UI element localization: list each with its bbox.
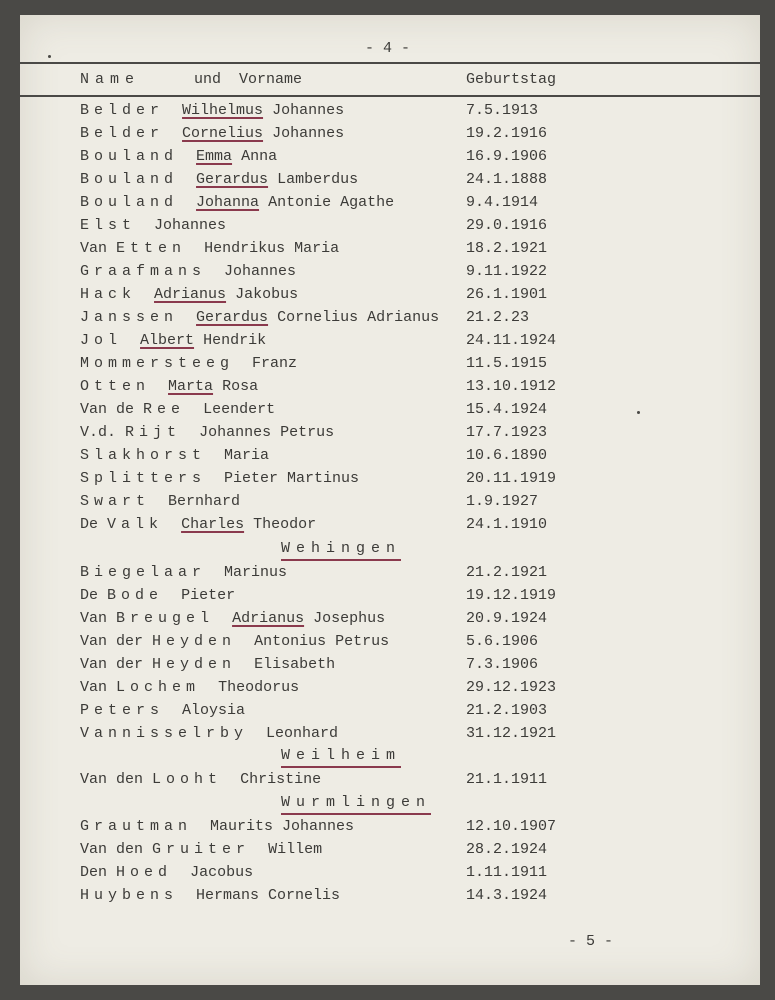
surname: Bouland	[80, 171, 179, 188]
surname: Hoed	[116, 864, 173, 881]
name-prefix: Van	[80, 240, 108, 257]
birth-date: 21.1.1911	[466, 771, 548, 788]
given-names: Maurits Johannes	[210, 818, 355, 835]
surname: Belder	[80, 125, 165, 142]
given-names: Jakobus	[235, 286, 299, 303]
first-name-underlined: Gerardus	[196, 309, 269, 326]
given-names: Jacobus	[190, 864, 254, 881]
given-names: Cornelius Adrianus	[277, 309, 440, 326]
birth-date: 21.2.23	[466, 309, 530, 326]
name-prefix: Van der	[80, 633, 144, 650]
given-names: Anna	[241, 148, 278, 165]
person-name	[80, 887, 340, 905]
birth-date: 16.9.1906	[466, 148, 548, 165]
surname: Rijt	[125, 424, 182, 441]
birth-date: 21.2.1903	[466, 702, 548, 719]
surname: Breugel	[116, 610, 215, 627]
given-names: Leonhard	[266, 725, 339, 742]
person-name	[80, 587, 235, 605]
birth-date: 13.10.1912	[466, 378, 557, 395]
first-name-underlined: Marta	[168, 378, 214, 395]
given-names: Rosa	[222, 378, 259, 395]
birth-date: 24.1.1888	[466, 171, 548, 188]
birth-date: 19.12.1919	[466, 587, 557, 604]
person-name	[80, 610, 385, 628]
surname: Ree	[143, 401, 186, 418]
person-name	[80, 841, 322, 859]
surname: Otten	[80, 378, 151, 395]
birth-date: 9.4.1914	[466, 194, 539, 211]
birth-date: 24.1.1910	[466, 516, 548, 533]
first-name-underlined: Adrianus	[232, 610, 305, 627]
surname: Mommersteeg	[80, 355, 235, 372]
surname: Hack	[80, 286, 137, 303]
surname: Bouland	[80, 194, 179, 211]
first-name-underlined: Emma	[196, 148, 233, 165]
surname: Splitters	[80, 470, 207, 487]
given-names: Elisabeth	[254, 656, 336, 673]
birth-date: 17.7.1923	[466, 424, 548, 441]
person-name	[80, 447, 269, 465]
surname: Heyden	[152, 656, 237, 673]
given-names: Hermans Cornelis	[196, 887, 341, 904]
surname: Heyden	[152, 633, 237, 650]
birth-date: 29.12.1923	[466, 679, 557, 696]
birth-date: 7.5.1913	[466, 102, 539, 119]
person-name	[80, 493, 240, 511]
given-names: Johannes	[224, 263, 297, 280]
first-name-underlined: Albert	[140, 332, 195, 349]
first-name-underlined: Cornelius	[182, 125, 264, 142]
person-name	[80, 725, 338, 743]
given-names: Marinus	[224, 564, 288, 581]
surname: Jol	[80, 332, 123, 349]
birth-date: 20.11.1919	[466, 470, 557, 487]
name-prefix: Van den	[80, 771, 144, 788]
person-name	[80, 771, 321, 789]
given-names: Antonius Petrus	[254, 633, 390, 650]
first-name-underlined: Johanna	[196, 194, 260, 211]
name-prefix: De	[80, 587, 99, 604]
given-names: Theodorus	[218, 679, 300, 696]
first-name-underlined: Adrianus	[154, 286, 227, 303]
surname: Slakhorst	[80, 447, 207, 464]
first-name-underlined: Gerardus	[196, 171, 269, 188]
given-names: Johannes	[272, 125, 345, 142]
surname: Etten	[116, 240, 187, 257]
person-name	[80, 355, 297, 373]
surname: Grautman	[80, 818, 193, 835]
first-name-underlined: Charles	[181, 516, 245, 533]
person-name	[80, 424, 334, 442]
name-prefix: Den	[80, 864, 108, 881]
person-name	[80, 309, 439, 327]
birth-date: 21.2.1921	[466, 564, 548, 581]
surname: Graafmans	[80, 263, 207, 280]
name-prefix: De	[80, 516, 99, 533]
name-prefix: V.d.	[80, 424, 117, 441]
person-name	[80, 633, 389, 651]
person-name	[80, 378, 258, 396]
birth-date: 28.2.1924	[466, 841, 548, 858]
paper-speck	[637, 411, 640, 414]
given-names: Lamberdus	[277, 171, 359, 188]
given-names: Antonie Agathe	[268, 194, 395, 211]
person-name	[80, 102, 344, 120]
person-name	[80, 864, 253, 882]
given-names: Leendert	[203, 401, 276, 418]
given-names: Pieter	[181, 587, 236, 604]
birth-date: 24.11.1924	[466, 332, 557, 349]
given-names: Theodor	[253, 516, 317, 533]
page-number-bottom: - 5 -	[568, 933, 614, 950]
first-name-underlined: Wilhelmus	[182, 102, 264, 119]
birth-date: 1.11.1911	[466, 864, 548, 881]
person-name	[80, 516, 316, 534]
person-name	[80, 194, 394, 212]
birth-date: 31.12.1921	[466, 725, 557, 742]
given-names: Hendrikus Maria	[204, 240, 340, 257]
given-names: Willem	[268, 841, 323, 858]
surname: Janssen	[80, 309, 179, 326]
page-number-top: - 4 -	[365, 40, 411, 57]
surname: Looht	[152, 771, 223, 788]
given-names: Maria	[224, 447, 270, 464]
given-names: Johannes	[154, 217, 227, 234]
header-rule-bottom	[20, 95, 760, 97]
birth-date: 11.5.1915	[466, 355, 548, 372]
name-prefix: Van den	[80, 841, 144, 858]
birth-date: 15.4.1924	[466, 401, 548, 418]
surname: Swart	[80, 493, 151, 510]
surname: Lochem	[116, 679, 201, 696]
birth-date: 10.6.1890	[466, 447, 548, 464]
surname: Peters	[80, 702, 165, 719]
name-prefix: Van	[80, 610, 108, 627]
birth-date: 9.11.1922	[466, 263, 548, 280]
person-name	[80, 564, 287, 582]
birth-date: 7.3.1906	[466, 656, 539, 673]
person-name	[80, 470, 359, 488]
person-name	[80, 332, 266, 350]
person-name	[80, 286, 298, 304]
given-names: Franz	[252, 355, 298, 372]
birth-date: 14.3.1924	[466, 887, 548, 904]
given-names: Hendrik	[203, 332, 267, 349]
surname: Biegelaar	[80, 564, 207, 581]
person-name	[80, 240, 339, 258]
document-page	[20, 15, 760, 985]
header-name: Name	[80, 71, 141, 88]
given-names: Josephus	[313, 610, 386, 627]
given-names: Pieter Martinus	[224, 470, 360, 487]
person-name	[80, 702, 245, 720]
name-prefix: Van	[80, 679, 108, 696]
person-name	[80, 656, 335, 674]
surname: Valk	[107, 516, 164, 533]
name-prefix: Van de	[80, 401, 135, 418]
header-und-vorname: und Vorname	[194, 71, 303, 88]
birth-date: 19.2.1916	[466, 125, 548, 142]
surname: Gruiter	[152, 841, 251, 858]
surname: Vannisselrby	[80, 725, 249, 742]
birth-date: 20.9.1924	[466, 610, 548, 627]
person-name	[80, 818, 354, 836]
person-name	[80, 217, 226, 235]
surname: Bode	[107, 587, 164, 604]
given-names: Johannes	[272, 102, 345, 119]
header-rule-top	[20, 62, 760, 64]
section-title-wurmlingen: Wurmlingen	[281, 794, 431, 815]
person-name	[80, 148, 277, 166]
person-name	[80, 171, 358, 189]
birth-date: 26.1.1901	[466, 286, 548, 303]
paper-speck	[48, 55, 51, 58]
person-name	[80, 263, 296, 281]
given-names: Christine	[240, 771, 322, 788]
name-prefix: Van der	[80, 656, 144, 673]
birth-date: 1.9.1927	[466, 493, 539, 510]
given-names: Aloysia	[182, 702, 246, 719]
given-names: Bernhard	[168, 493, 241, 510]
header-geburtstag: Geburtstag	[466, 71, 557, 88]
birth-date: 18.2.1921	[466, 240, 548, 257]
surname: Belder	[80, 102, 165, 119]
surname: Elst	[80, 217, 137, 234]
birth-date: 29.0.1916	[466, 217, 548, 234]
birth-date: 12.10.1907	[466, 818, 557, 835]
birth-date: 5.6.1906	[466, 633, 539, 650]
person-name	[80, 401, 275, 419]
section-title-weilheim: Weilheim	[281, 747, 401, 768]
surname: Bouland	[80, 148, 179, 165]
person-name	[80, 125, 344, 143]
person-name	[80, 679, 299, 697]
surname: Huybens	[80, 887, 179, 904]
section-title-wehingen: Wehingen	[281, 540, 401, 561]
given-names: Johannes Petrus	[199, 424, 335, 441]
